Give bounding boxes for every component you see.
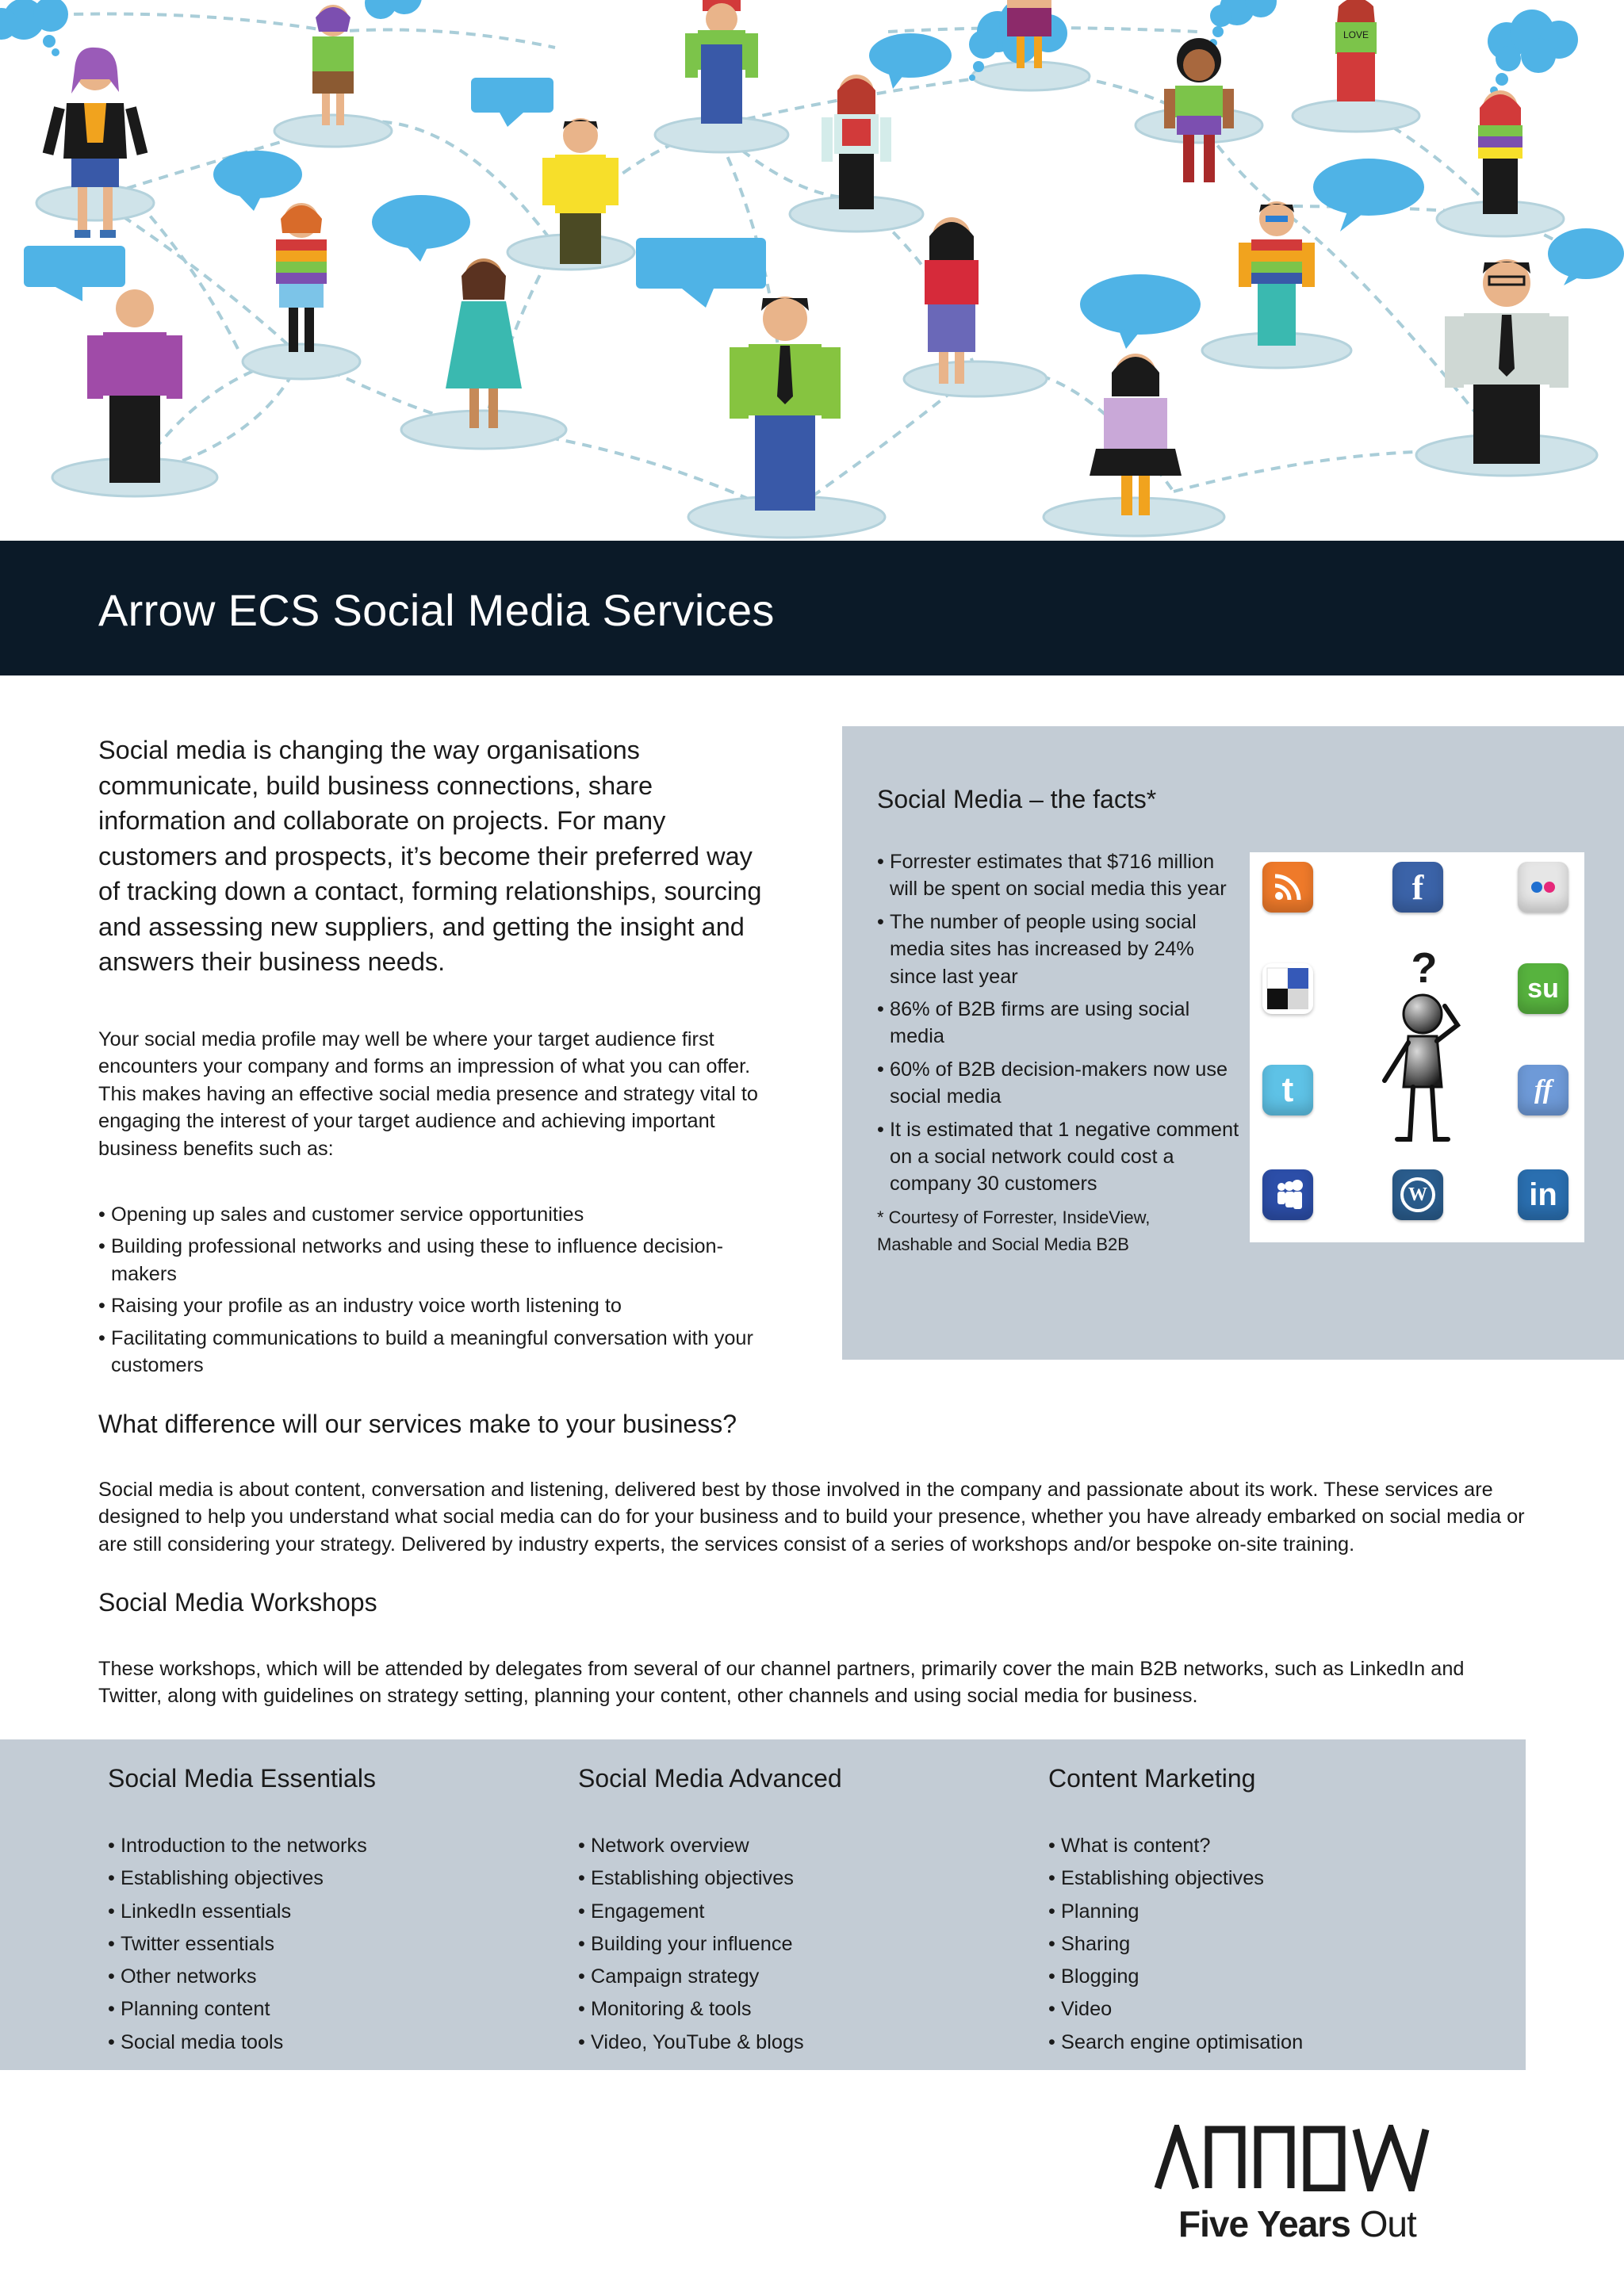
- list-item: [1048, 2026, 1492, 2059]
- bullet-icon: •: [877, 998, 884, 1021]
- bullet-icon: •: [1048, 1835, 1055, 1857]
- list-item: [578, 1961, 1022, 1993]
- person-floral-top: [312, 5, 354, 125]
- fact-text: It is estimated that 1 negative comment on a social network could cost a company 30 customers: [890, 1118, 1239, 1196]
- topic-text: What is content?: [1061, 1835, 1211, 1857]
- bullet-icon: •: [578, 2030, 585, 2053]
- person-teal-dress: [446, 258, 522, 428]
- list-item: [578, 2026, 1022, 2059]
- list-item: [578, 1830, 1022, 1862]
- people: [43, 0, 1568, 515]
- topic-text: Building your influence: [591, 1932, 793, 1955]
- bullet-icon: •: [1048, 1965, 1055, 1988]
- wordpress-letter: W: [1408, 1184, 1427, 1205]
- list-item: [877, 996, 1242, 1050]
- flickr-glyph: [1527, 879, 1559, 895]
- question-figure-icon: [1369, 946, 1480, 1152]
- topic-text: Twitter essentials: [121, 1932, 275, 1955]
- bullet-icon: •: [108, 2030, 115, 2053]
- bullet-icon: •: [578, 1900, 585, 1923]
- bullet-icon: •: [108, 1965, 115, 1988]
- fact-text: Forrester estimates that $716 million will be spent on social media this year: [890, 851, 1227, 901]
- benefit-text: Raising your profile as an industry voice worth listening to: [111, 1295, 622, 1318]
- workshop-topic-list: [108, 1830, 552, 2059]
- bullet-icon: •: [877, 851, 884, 873]
- bullet-icon: •: [98, 1326, 105, 1349]
- friendfeed-icon: [1518, 1065, 1568, 1115]
- facebook-icon: [1392, 862, 1443, 913]
- bullet-icon: •: [1048, 2030, 1055, 2053]
- topic-text: Planning: [1061, 1900, 1139, 1923]
- tagline-rest: Out: [1350, 2203, 1416, 2244]
- rss-icon: [1262, 862, 1313, 913]
- benefit-text: Opening up sales and customer service opportunities: [111, 1203, 584, 1226]
- bullet-icon: •: [1048, 1900, 1055, 1923]
- bullet-icon: •: [578, 1835, 585, 1857]
- workshop-column-advanced: [578, 1760, 1022, 2059]
- love-label: LOVE: [1342, 29, 1369, 40]
- workshop-topic-list: [1048, 1830, 1492, 2059]
- list-item: [98, 1233, 780, 1288]
- page-title: Arrow ECS Social Media Services: [98, 585, 775, 635]
- bullet-icon: •: [108, 1900, 115, 1923]
- person-love-shirt: [1335, 0, 1377, 101]
- person-red-hair: [1478, 90, 1522, 214]
- stumbleupon-icon: [1518, 963, 1568, 1014]
- list-item: [877, 848, 1242, 903]
- bullet-icon: •: [108, 1835, 115, 1857]
- bullet-icon: •: [877, 910, 884, 933]
- person-overalls: [685, 0, 758, 124]
- bullet-icon: •: [108, 1867, 115, 1890]
- list-item: [108, 1830, 552, 1862]
- tagline-bold: Five Years: [1178, 2203, 1350, 2244]
- linkedin-icon: [1518, 1169, 1568, 1220]
- twitter-glyph: t: [1281, 1070, 1294, 1109]
- list-item: [108, 1862, 552, 1895]
- person-striped-girl: [276, 203, 327, 352]
- benefit-text: Facilitating communications to build a meaningful conversation with your customers: [111, 1326, 753, 1377]
- wordpress-glyph: [1400, 1177, 1435, 1212]
- rss-glyph: [1272, 871, 1304, 903]
- bullet-icon: •: [1048, 1932, 1055, 1955]
- list-item: [578, 1928, 1022, 1961]
- workshop-column-title: Social Media Essentials: [108, 1764, 376, 1793]
- list-item: [98, 1292, 780, 1319]
- intro-lead-paragraph: Social media is changing the way organisations communicate, build business connections, share information and collaborate on projects. For many customers and prospects, it’s become their preferred way of tracking down a contact, forming relationships, sourcing and assessing new suppliers, and getting the insight and answers their business needs.: [98, 736, 762, 976]
- bullet-icon: •: [108, 1932, 115, 1955]
- workshop-column-title: Content Marketing: [1048, 1764, 1256, 1793]
- myspace-icon: [1262, 1169, 1313, 1220]
- list-item: [108, 1928, 552, 1961]
- bullet-icon: •: [98, 1235, 105, 1258]
- list-item: [108, 1961, 552, 1993]
- hero-illustration: [0, 0, 1624, 541]
- flickr-icon: [1518, 862, 1568, 913]
- tagline: [1178, 2202, 1416, 2246]
- bullet-icon: •: [877, 1058, 884, 1081]
- bullet-icon: •: [877, 1118, 884, 1141]
- bullet-icon: •: [578, 1932, 585, 1955]
- facts-footnote: * Courtesy of Forrester, InsideView, Mashable and Social Media B2B: [877, 1207, 1151, 1254]
- list-item: [98, 1201, 780, 1228]
- friendfeed-glyph: ff: [1534, 1075, 1553, 1104]
- list-item: [1048, 1993, 1492, 2026]
- delicious-glyph: [1262, 963, 1313, 1014]
- intro-body-paragraph: Your social media profile may well be where your target audience first encounters your company and forms an impression of what you can offer. This makes having an effective social media presence and strategy vital to engaging the interest of your target audience and achieving important business benefits such as:: [98, 1028, 758, 1160]
- workshop-topic-list: [578, 1830, 1022, 2059]
- bullet-icon: •: [98, 1295, 105, 1318]
- facts-title: Social Media – the facts*: [877, 785, 1157, 813]
- speech-bubbles: [0, 0, 1624, 349]
- topic-text: LinkedIn essentials: [121, 1900, 292, 1923]
- workshops-heading: Social Media Workshops: [98, 1588, 377, 1617]
- delicious-icon: [1262, 963, 1313, 1014]
- topic-text: Network overview: [591, 1835, 749, 1857]
- fact-text: 60% of B2B decision-makers now use social media: [890, 1058, 1228, 1108]
- facebook-glyph: f: [1411, 867, 1424, 907]
- benefits-list: [98, 1201, 780, 1383]
- person-afro: [1164, 38, 1234, 182]
- wordpress-icon: [1392, 1169, 1443, 1220]
- topic-text: Introduction to the networks: [121, 1835, 367, 1857]
- list-item: [877, 1056, 1242, 1111]
- arrow-wordmark: [1158, 2130, 1426, 2188]
- social-network-people-illustration: [0, 0, 1624, 541]
- topic-text: Monitoring & tools: [591, 1998, 752, 2021]
- topic-text: Video, YouTube & blogs: [591, 2030, 804, 2053]
- person-glasses-girl: [822, 75, 891, 209]
- fact-text: The number of people using social media sites has increased by 24% since last year: [890, 910, 1197, 988]
- myspace-glyph: [1272, 1179, 1304, 1211]
- arrow-logo: [1153, 2125, 1448, 2191]
- workshop-column-essentials: [108, 1760, 552, 2059]
- person-tie-man: [1445, 259, 1568, 464]
- topic-text: Search engine optimisation: [1061, 2030, 1304, 2053]
- list-item: [877, 909, 1242, 990]
- list-item: [1048, 1830, 1492, 1862]
- difference-heading: What difference will our services make to your business?: [98, 1410, 737, 1438]
- person-bald-man: [87, 289, 182, 483]
- linkedin-glyph: in: [1529, 1177, 1557, 1212]
- benefit-text: Building professional networks and using these to influence decision-makers: [111, 1235, 724, 1285]
- facts-list: [877, 848, 1242, 1203]
- topic-text: Other networks: [121, 1965, 257, 1988]
- person-green-shirt: [730, 297, 841, 511]
- platforms: [36, 62, 1597, 538]
- workshops-body: These workshops, which will be attended by delegates from several of our channel partners, primarily cover the main B2B networks, such as LinkedIn and Twitter, along with guidelines on strategy setting, planning your content, other channels and using social media for business.: [98, 1658, 1465, 1708]
- topic-text: Engagement: [591, 1900, 705, 1923]
- difference-body: Social media is about content, conversation and listening, delivered best by those involved in the company and passionate about its work. These services are designed to help you understand what social media can do for your business and to build your presence, whether you have already embarked on social media or are still considering your strategy. Delivered by industry experts, the services consist of a series of workshops and/or bespoke on-site training.: [98, 1479, 1525, 1556]
- list-item: [578, 1993, 1022, 2026]
- topic-text: Establishing objectives: [591, 1867, 794, 1890]
- list-item: [108, 2026, 552, 2059]
- social-icon-grid: [1250, 852, 1584, 1242]
- question-mark: ?: [1411, 946, 1438, 992]
- topic-text: Establishing objectives: [121, 1867, 324, 1890]
- bullet-icon: •: [578, 1965, 585, 1988]
- bullet-icon: •: [578, 1867, 585, 1890]
- bullet-icon: •: [1048, 1867, 1055, 1890]
- topic-text: Establishing objectives: [1061, 1867, 1264, 1890]
- topic-text: Video: [1061, 1998, 1113, 2021]
- person-cat-shirt: [1090, 354, 1182, 515]
- list-item: [1048, 1896, 1492, 1928]
- list-item: [1048, 1961, 1492, 1993]
- fact-text: 86% of B2B firms are using social media: [890, 998, 1190, 1048]
- list-item: [578, 1862, 1022, 1895]
- list-item: [1048, 1928, 1492, 1961]
- bullet-icon: •: [108, 1998, 115, 2021]
- person-striped-shirt: [1239, 201, 1315, 346]
- list-item: [108, 1896, 552, 1928]
- workshop-column-content-marketing: [1048, 1760, 1492, 2059]
- bullet-icon: •: [98, 1203, 105, 1226]
- topic-text: Social media tools: [121, 2030, 284, 2053]
- list-item: [98, 1325, 780, 1380]
- twitter-icon: [1262, 1065, 1313, 1115]
- topic-text: Planning content: [121, 1998, 270, 2021]
- topic-text: Campaign strategy: [591, 1965, 760, 1988]
- list-item: [108, 1993, 552, 2026]
- list-item: [578, 1896, 1022, 1928]
- topic-text: Sharing: [1061, 1932, 1131, 1955]
- list-item: [1048, 1862, 1492, 1895]
- list-item: [877, 1116, 1242, 1198]
- topic-text: Blogging: [1061, 1965, 1139, 1988]
- bullet-icon: •: [578, 1998, 585, 2021]
- stumbleupon-glyph: su: [1527, 973, 1559, 1004]
- bullet-icon: •: [1048, 1998, 1055, 2021]
- workshop-column-title: Social Media Advanced: [578, 1764, 842, 1793]
